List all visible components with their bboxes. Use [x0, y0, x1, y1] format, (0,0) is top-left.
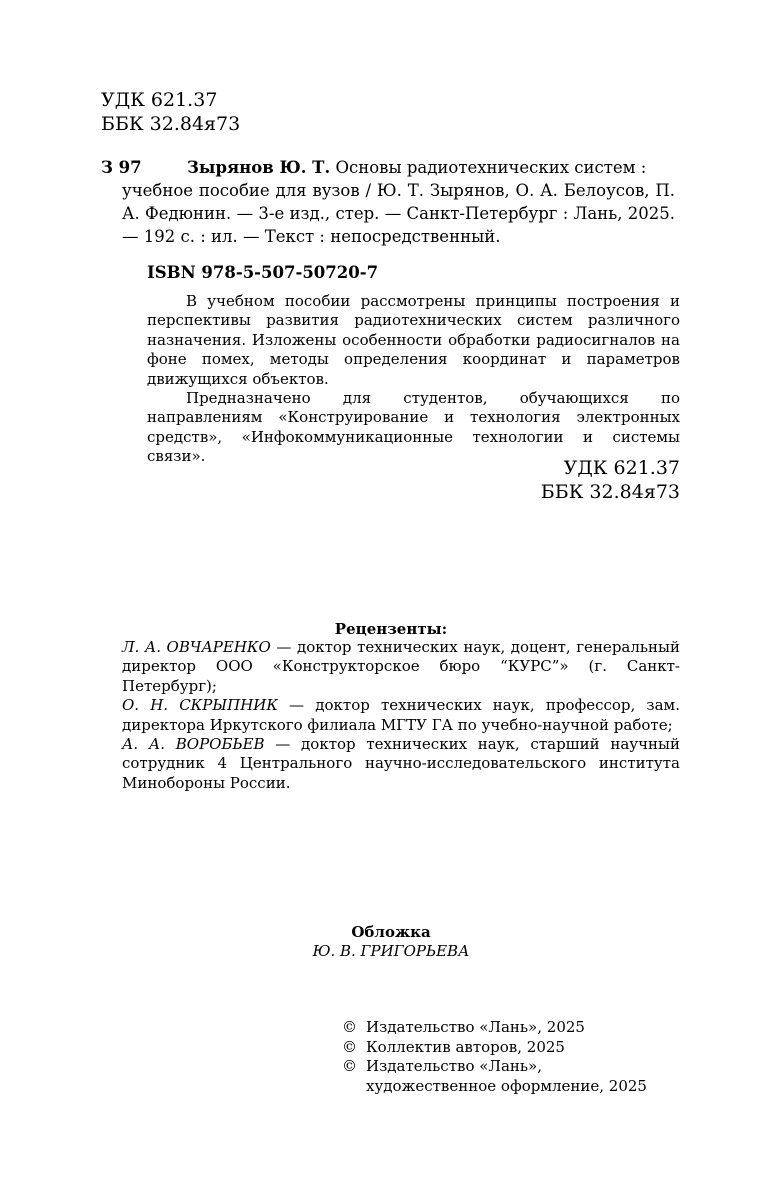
reviewer-item	[122, 696, 680, 735]
reviewers-title: Рецензенты:	[334, 620, 448, 638]
copyright-text: Издательство «Лань»,	[366, 1057, 543, 1075]
annotation-paragraph-1: В учебном пособии рассмотрены принципы построения и перспективы развития радиотехнических систем различного назначения. Изложены особенности обработки радиосигналов на фоне помех, методы определения координат и параметров движущихся объектов.	[147, 292, 680, 388]
copyright-icon: ©	[342, 1037, 357, 1056]
author-mark: З 97	[101, 158, 142, 177]
reviewer-name: А. А. ВОРОБЬЕВ	[122, 735, 265, 754]
cover-title: Обложка	[351, 923, 431, 941]
udk-bbk-header	[101, 88, 240, 136]
copyright-text: художественное оформление, 2025	[366, 1076, 647, 1095]
bbk-code-right: ББК 32.84я73	[540, 481, 680, 503]
copyright-block	[342, 1018, 647, 1096]
udk-code-right: УДК 621.37	[563, 457, 680, 479]
copyright-icon: ©	[342, 1057, 357, 1075]
reviewer-item	[122, 735, 680, 793]
udk-bbk-right	[480, 456, 680, 504]
bibliographic-entry	[101, 156, 675, 248]
copyright-line	[342, 1038, 647, 1058]
reviewer-name: Л. А. ОВЧАРЕНКО	[122, 638, 271, 656]
annotation	[147, 292, 680, 467]
title-line: Основы радиотехнических систем :	[330, 158, 647, 177]
copyright-line	[342, 1057, 647, 1077]
author-name: Зырянов Ю. Т.	[187, 158, 331, 177]
reviewer-desc: — доктор технических наук, доцент, генеральный директор ООО «Конструкторское бюро “КУРС”» (г. Санкт-Петербург);	[122, 638, 680, 695]
copyright-text: Издательство «Лань», 2025	[366, 1018, 585, 1036]
reviewer-item	[122, 638, 680, 696]
reviewer-desc: — доктор технических наук, старший научный сотрудник 4 Центрального научно-исследовательского института Минобороны России.	[122, 735, 680, 792]
copyright-text: Коллектив авторов, 2025	[366, 1037, 565, 1056]
annotation-paragraph-2: Предназначено для студентов, обучающихся по направлениям «Конструирование и технология электронных средств», «Инфокоммуникационные технологии и системы связи».	[147, 389, 680, 466]
copyright-line	[342, 1077, 647, 1097]
isbn: ISBN 978-5-507-50720-7	[147, 263, 379, 282]
reviewer-desc: — доктор технических наук, профессор, зам. директора Иркутского филиала МГТУ ГА по учебно-научной работе;	[122, 696, 680, 734]
cover-designer: Ю. В. ГРИГОРЬЕВА	[312, 942, 470, 960]
reviewers-list	[122, 638, 680, 793]
reviewer-name: О. Н. СКРЫПНИК	[122, 696, 278, 715]
copyright-icon: ©	[342, 1018, 357, 1036]
bibliographic-description	[122, 156, 675, 248]
description-continuation: учебное пособие для вузов / Ю. Т. Зырянов, О. А. Белоусов, П. А. Федюнин. — 3-е изд., стер. — Санкт-Петербург : Лань, 2025. — 192 с. : ил. — Текст : непосредственный.	[122, 181, 675, 246]
bbk-code: ББК 32.84я73	[101, 113, 241, 135]
copyright-line	[342, 1018, 647, 1038]
udk-code: УДК 621.37	[101, 89, 218, 111]
